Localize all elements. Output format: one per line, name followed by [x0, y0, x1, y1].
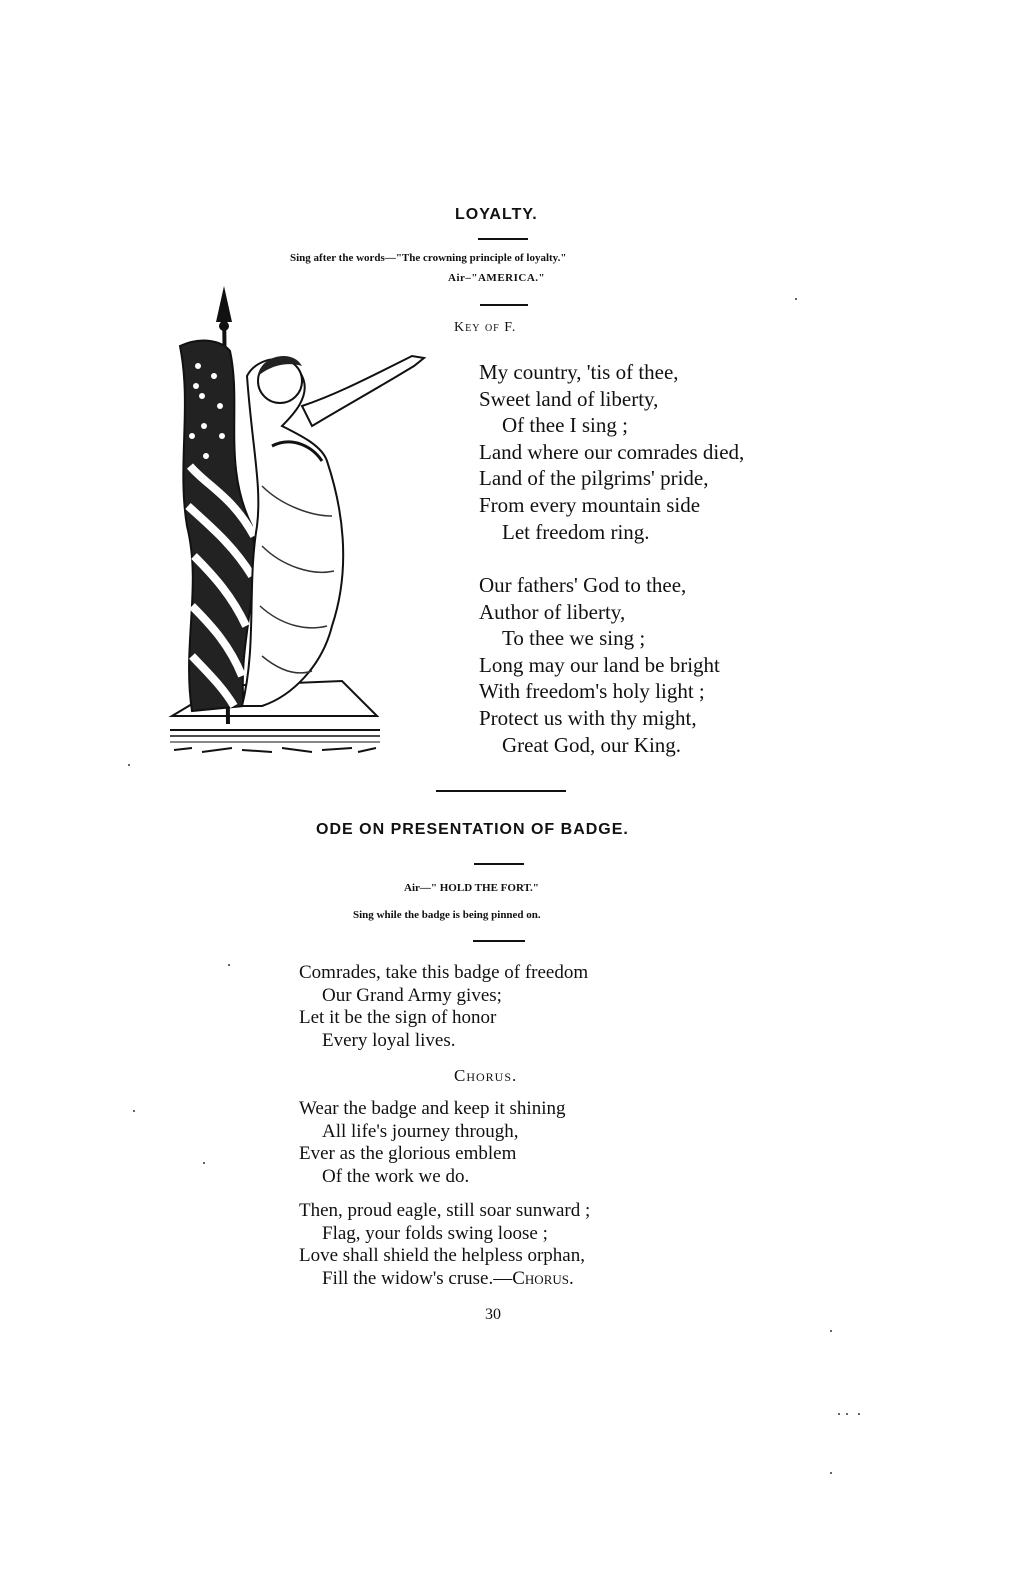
key-of-f: Key of F.: [454, 320, 517, 335]
ode-verse-1: [299, 962, 588, 1052]
verse-line: From every mountain side: [479, 492, 701, 517]
ode-chorus: [299, 1098, 566, 1188]
verse-line: Author of liberty,: [479, 599, 626, 624]
loyalty-title: LOYALTY.: [455, 206, 538, 223]
scan-speck: [228, 964, 230, 966]
ode-note-rule: [473, 940, 525, 942]
scan-speck: [846, 1413, 848, 1415]
verse-line: My country, 'tis of thee,: [479, 360, 679, 384]
loyalty-air: Air–"AMERICA.": [448, 272, 546, 284]
verse-line: Let freedom ring.: [502, 519, 650, 544]
verse-line: With freedom's holy light ;: [479, 679, 705, 704]
ode-title: ODE ON PRESENTATION OF BADGE.: [316, 821, 629, 838]
scan-speck: [830, 1330, 832, 1332]
loyalty-verse-1: [479, 359, 744, 545]
page-number: 30: [485, 1306, 501, 1323]
scan-speck: [128, 764, 130, 766]
verse-line: Our fathers' God to thee,: [479, 573, 687, 597]
scan-speck: [133, 1110, 135, 1112]
verse-line: Land where our comrades died,: [479, 439, 745, 464]
verse-line: Every loyal lives.: [322, 1029, 456, 1051]
section-divider: [436, 790, 566, 792]
scan-speck: [838, 1413, 840, 1415]
verse-line: Let it be the sign of honor: [299, 1007, 497, 1028]
verse-line-text: Fill the widow's cruse.—: [322, 1267, 513, 1289]
verse-line: Of the work we do.: [322, 1165, 470, 1187]
scan-speck: [858, 1413, 860, 1415]
columbia-with-flag-icon: [162, 286, 432, 766]
loyalty-instruction: Sing after the words—"The crowning principle of loyalty.": [290, 252, 567, 264]
scan-speck: [203, 1162, 205, 1164]
verse-line: Love shall shield the helpless orphan,: [299, 1245, 585, 1266]
chorus-ref: Chorus.: [512, 1267, 574, 1289]
title-rule: [478, 238, 528, 240]
verse-line: All life's journey through,: [322, 1120, 519, 1142]
ode-instruction: Sing while the badge is being pinned on.: [353, 909, 541, 921]
verse-line: Long may our land be bright: [479, 652, 720, 677]
verse-line: Then, proud eagle, still soar sunward ;: [299, 1200, 591, 1221]
verse-line: To thee we sing ;: [502, 626, 646, 651]
verse-line: Protect us with thy might,: [479, 705, 697, 730]
verse-line: Land of the pilgrims' pride,: [479, 466, 709, 491]
verse-line: Sweet land of liberty,: [479, 386, 659, 411]
verse-line: Our Grand Army gives;: [322, 984, 502, 1006]
ode-verse-2: [299, 1200, 590, 1290]
air-rule: [480, 304, 528, 306]
verse-line: Comrades, take this badge of freedom: [299, 962, 589, 983]
scan-speck: [795, 298, 797, 300]
verse-line: Flag, your folds swing loose ;: [322, 1222, 548, 1244]
verse-line: Great God, our King.: [502, 732, 682, 757]
ode-title-rule: [474, 863, 524, 865]
chorus-heading: Chorus.: [454, 1066, 518, 1085]
verse-line: [299, 1268, 590, 1291]
verse-line: Of thee I sing ;: [502, 413, 628, 438]
verse-line: Ever as the glorious emblem: [299, 1143, 517, 1164]
ode-air: Air—" HOLD THE FORT.": [404, 882, 539, 894]
loyalty-verse-2: [479, 572, 720, 758]
scan-speck: [830, 1472, 832, 1474]
verse-line: Wear the badge and keep it shining: [299, 1098, 566, 1119]
